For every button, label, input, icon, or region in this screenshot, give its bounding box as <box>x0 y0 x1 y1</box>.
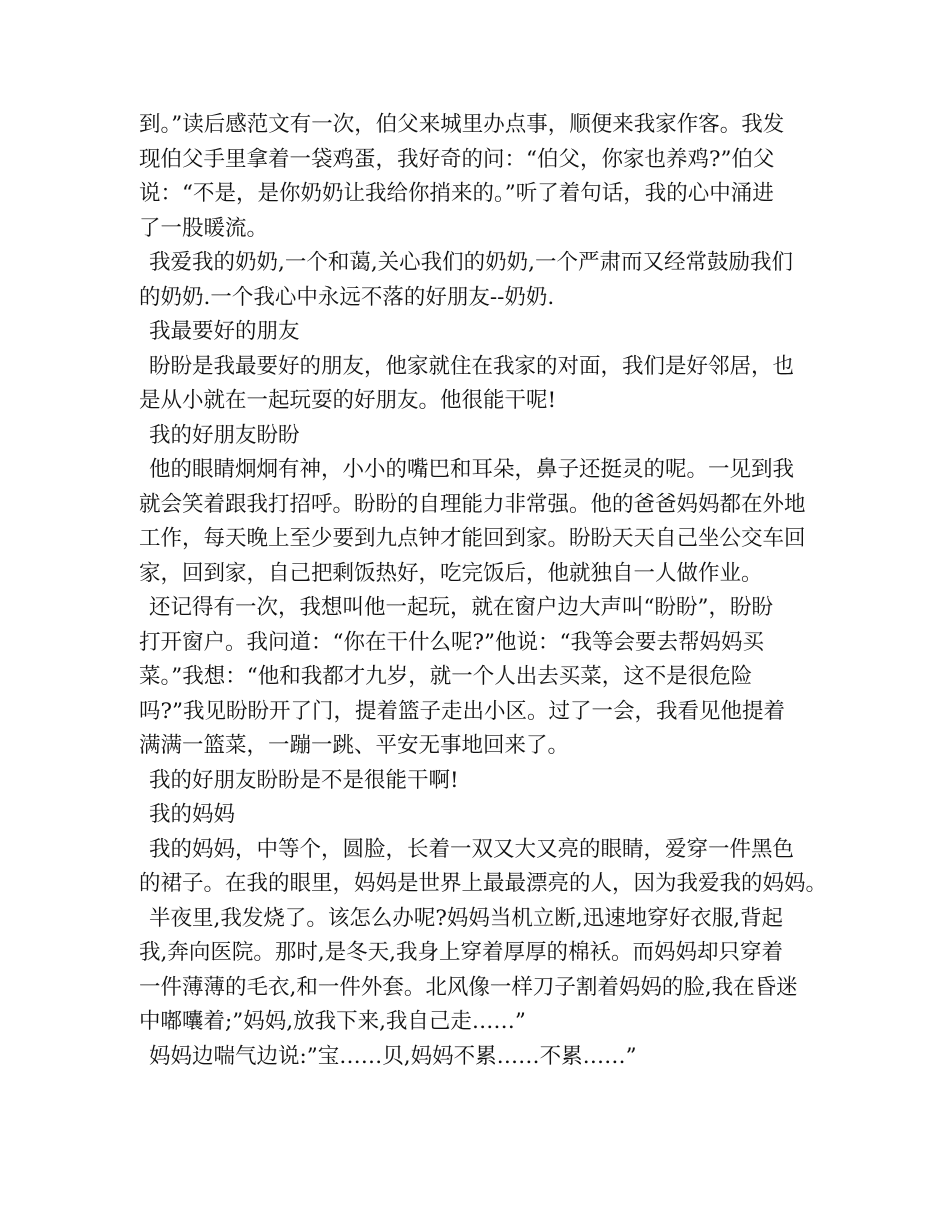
text-line: 工作，每天晚上至少要到九点钟才能回到家。盼盼天天自己坐公交车回 <box>139 526 806 551</box>
text-line: 说：“不是，是你奶奶让我给你捎来的。”听了着句话，我的心中涌进 <box>139 181 774 206</box>
text-line: 我的妈妈，中等个，圆脸，长着一双又大又亮的眼睛，爱穿一件黑色 <box>149 836 795 862</box>
text-line: 菜。”我想：“他和我都才九岁，就一个人出去买菜，这不是很危险 <box>139 664 753 689</box>
text-line: 了一股暖流。 <box>139 215 269 241</box>
document-body <box>139 108 829 1074</box>
text-line: 半夜里,我发烧了。该怎么办呢?妈妈当机立断,迅速地穿好衣服,背起 <box>149 905 784 931</box>
text-line: 现伯父手里拿着一袋鸡蛋，我好奇的问：“伯父，你家也养鸡?”伯父 <box>139 146 775 172</box>
text-line: 我的好朋友盼盼 <box>149 422 300 448</box>
text-line: 我最要好的朋友 <box>149 319 300 344</box>
text-line: 到。”读后感范文有一次，伯父来城里办点事，顺便来我家作客。我发 <box>139 112 785 137</box>
text-line: 他的眼睛炯炯有神，小小的嘴巴和耳朵，鼻子还挺灵的呢。一见到我 <box>149 457 795 482</box>
text-line: 打开窗户。我问道：“你在干什么呢?”他说：“我等会要去帮妈妈买 <box>139 629 765 655</box>
text-line: 妈妈边喘气边说:”宝……贝,妈妈不累……不累……” <box>149 1043 637 1069</box>
text-line: 是从小就在一起玩耍的好朋友。他很能干呢! <box>139 388 557 413</box>
text-line: 满满一篮菜，一蹦一跳、平安无事地回来了。 <box>139 733 570 758</box>
text-line: 我的妈妈 <box>149 802 236 827</box>
text-line: 还记得有一次，我想叫他一起玩，就在窗户边大声叫“盼盼”，盼盼 <box>149 595 773 620</box>
text-line: 一件薄薄的毛衣,和一件外套。北风像一样刀子割着妈妈的脸,我在昏迷 <box>139 974 798 1000</box>
text-line: 中嘟囔着;”妈妈,放我下来,我自己走……” <box>139 1009 526 1034</box>
text-line: 吗?”我见盼盼开了门，提着篮子走出小区。过了一会，我看见他提着 <box>139 698 786 724</box>
text-line: 家，回到家，自己把剩饭热好，吃完饭后，他就独自一人做作业。 <box>139 560 763 586</box>
text-line: 我,奔向医院。那时,是冬天,我身上穿着厚厚的棉袄。而妈妈却只穿着 <box>139 940 784 965</box>
text-line: 的裙子。在我的眼里，妈妈是世界上最最漂亮的人，因为我爱我的妈妈。 <box>139 871 828 896</box>
text-line: 盼盼是我最要好的朋友，他家就住在我家的对面，我们是好邻居，也 <box>149 353 795 379</box>
text-line: 的奶奶.一个我心中永远不落的好朋友--奶奶. <box>139 284 555 310</box>
text-line: 就会笑着跟我打招呼。盼盼的自理能力非常强。他的爸爸妈妈都在外地 <box>139 491 806 517</box>
text-line: 我爱我的奶奶,一个和蔼,关心我们的奶奶,一个严肃而又经常鼓励我们 <box>149 250 794 275</box>
text-line: 我的好朋友盼盼是不是很能干啊! <box>149 767 459 793</box>
